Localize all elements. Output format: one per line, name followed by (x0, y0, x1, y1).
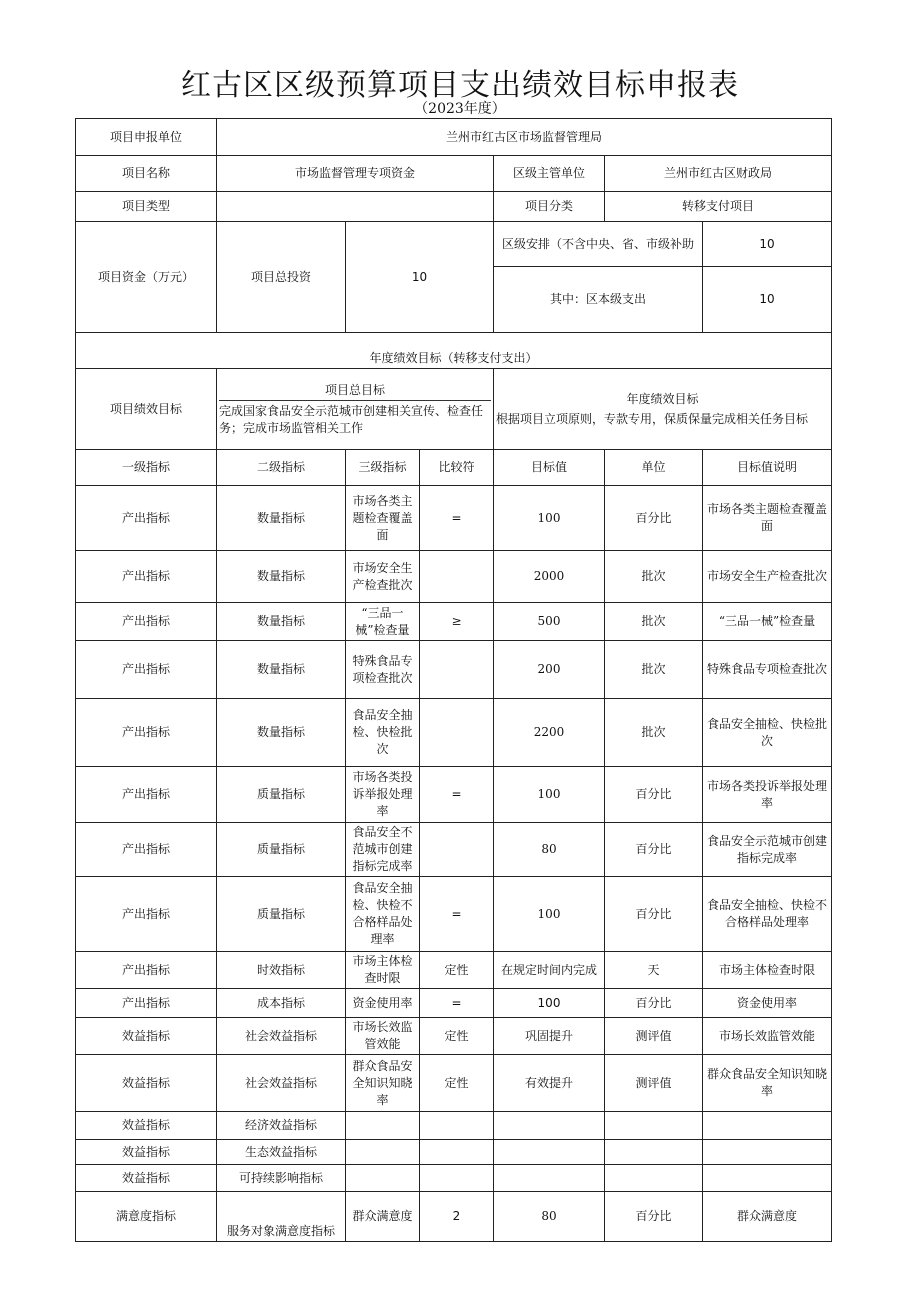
total-invest-value: 10 (346, 222, 494, 333)
level3-indicator: 特殊食品专项检查批次 (346, 641, 420, 699)
unit: 批次 (605, 641, 703, 699)
unit: 批次 (605, 551, 703, 603)
performance-table (75, 118, 832, 1242)
level2-indicator: 经济效益指标 (217, 1112, 346, 1140)
col-header: 二级指标 (217, 450, 346, 486)
level3-indicator: 市场各类主题检查覆盖面 (346, 486, 420, 551)
page-title: 红古区区级预算项目支出绩效目标申报表 (181, 68, 739, 103)
unit: 百分比 (605, 877, 703, 952)
table-row (76, 1055, 832, 1112)
level1-indicator: 效益指标 (76, 1140, 217, 1165)
total-invest-label: 项目总投资 (217, 222, 346, 333)
project-type-label: 项目类型 (76, 192, 217, 222)
level2-indicator: 数量指标 (217, 603, 346, 641)
comparator (420, 1140, 494, 1165)
comparator (420, 551, 494, 603)
level3-indicator: 市场主体检查时限 (346, 952, 420, 989)
column-header-row (76, 450, 832, 486)
value-description: 群众食品安全知识知晓率 (703, 1055, 832, 1112)
level2-indicator: 数量指标 (217, 486, 346, 551)
project-name-value: 市场监督管理专项资金 (217, 156, 494, 192)
year-goal-head: 年度绩效目标 (626, 391, 699, 406)
comparator (420, 699, 494, 767)
level2-indicator: 可持续影响指标 (217, 1165, 346, 1192)
year-goal-text: 根据项目立项原则，专款专用，保质保量完成相关任务目标 (496, 411, 809, 426)
comparator: = (420, 877, 494, 952)
target-value: 2000 (494, 551, 605, 603)
level2-indicator: 生态效益指标 (217, 1140, 346, 1165)
value-description: 市场长效监管效能 (703, 1018, 832, 1055)
level1-indicator: 产出指标 (76, 989, 217, 1018)
col-header: 目标值 (494, 450, 605, 486)
unit: 测评值 (605, 1055, 703, 1112)
unit (605, 1165, 703, 1192)
category-value: 转移支付项目 (605, 192, 832, 222)
level1-indicator: 效益指标 (76, 1112, 217, 1140)
level2-indicator: 数量指标 (217, 551, 346, 603)
table-row (76, 989, 832, 1018)
comparator: 2 (420, 1192, 494, 1242)
level2-indicator: 时效指标 (217, 952, 346, 989)
comparator: = (420, 989, 494, 1018)
level1-indicator: 产出指标 (76, 486, 217, 551)
unit: 百分比 (605, 989, 703, 1018)
level1-indicator: 效益指标 (76, 1018, 217, 1055)
unit: 天 (605, 952, 703, 989)
unit: 百分比 (605, 1192, 703, 1242)
table-row (76, 823, 832, 877)
table-row (76, 603, 832, 641)
level2-indicator: 数量指标 (217, 699, 346, 767)
target-value: 80 (494, 1192, 605, 1242)
local-expense-value: 10 (703, 267, 832, 333)
value-description: 群众满意度 (703, 1192, 832, 1242)
level3-indicator: “三品一械”检查量 (346, 603, 420, 641)
comparator (420, 641, 494, 699)
level2-indicator: 社会效益指标 (217, 1018, 346, 1055)
overall-goal-text: 完成国家食品安全示范城市创建相关宣传、检查任务；完成市场监管相关工作 (219, 403, 484, 435)
level3-indicator (346, 1140, 420, 1165)
target-value: 100 (494, 877, 605, 952)
target-value: 100 (494, 486, 605, 551)
level2-indicator: 服务对象满意度指标 (217, 1192, 346, 1242)
category-label: 项目分类 (494, 192, 605, 222)
level3-indicator: 食品安全抽检、快检不合格样品处理率 (346, 877, 420, 952)
comparator: = (420, 767, 494, 823)
project-type-value (217, 192, 494, 222)
target-value (494, 1112, 605, 1140)
unit: 批次 (605, 699, 703, 767)
target-value: 80 (494, 823, 605, 877)
level2-indicator: 质量指标 (217, 877, 346, 952)
dept-label: 区级主管单位 (494, 156, 605, 192)
level1-indicator: 产出指标 (76, 767, 217, 823)
value-description: 资金使用率 (703, 989, 832, 1018)
level3-indicator: 群众满意度 (346, 1192, 420, 1242)
value-description: 市场安全生产检查批次 (703, 551, 832, 603)
project-name-label: 项目名称 (76, 156, 217, 192)
table-row (76, 486, 832, 551)
value-description: 市场各类主题检查覆盖面 (703, 486, 832, 551)
target-value: 200 (494, 641, 605, 699)
target-value (494, 1165, 605, 1192)
level1-indicator: 效益指标 (76, 1165, 217, 1192)
table-row (76, 551, 832, 603)
level1-indicator: 产出指标 (76, 603, 217, 641)
level3-indicator (346, 1112, 420, 1140)
col-header: 目标值说明 (703, 450, 832, 486)
level1-indicator: 产出指标 (76, 551, 217, 603)
level3-indicator: 群众食品安全知识知晓率 (346, 1055, 420, 1112)
unit: 百分比 (605, 767, 703, 823)
level3-indicator: 食品安全不范城市创建指标完成率 (346, 823, 420, 877)
comparator (420, 1112, 494, 1140)
level3-indicator: 资金使用率 (346, 989, 420, 1018)
target-value: 在规定时间内完成 (494, 952, 605, 989)
col-header: 一级指标 (76, 450, 217, 486)
value-description: 食品安全抽检、快检不合格样品处理率 (703, 877, 832, 952)
local-expense-label: 其中：区本级支出 (494, 267, 703, 333)
value-description (703, 1140, 832, 1165)
value-description (703, 1165, 832, 1192)
target-value: 巩固提升 (494, 1018, 605, 1055)
col-header: 三级指标 (346, 450, 420, 486)
comparator: 定性 (420, 952, 494, 989)
level3-indicator: 市场各类投诉举报处理率 (346, 767, 420, 823)
level1-indicator: 产出指标 (76, 952, 217, 989)
level2-indicator: 数量指标 (217, 641, 346, 699)
table-row (76, 952, 832, 989)
dept-value: 兰州市红古区财政局 (605, 156, 832, 192)
annual-goal-section: 年度绩效目标（转移支付支出） (76, 333, 832, 369)
level2-indicator: 成本指标 (217, 989, 346, 1018)
target-value: 100 (494, 767, 605, 823)
level1-indicator: 效益指标 (76, 1055, 217, 1112)
table-row (76, 1112, 832, 1140)
value-description: 食品安全抽检、快检批次 (703, 699, 832, 767)
table-row (76, 767, 832, 823)
comparator (420, 823, 494, 877)
col-header: 比较符 (420, 450, 494, 486)
unit (605, 1112, 703, 1140)
comparator: = (420, 486, 494, 551)
level1-indicator: 产出指标 (76, 877, 217, 952)
level1-indicator: 满意度指标 (76, 1192, 217, 1242)
unit-label: 项目申报单位 (76, 119, 217, 156)
year-subtitle: （2023年度） (414, 101, 506, 117)
value-description (703, 1112, 832, 1140)
overall-goal-head: 项目总目标 (219, 382, 491, 401)
year-goal-cell (494, 369, 832, 450)
level2-indicator: 质量指标 (217, 767, 346, 823)
target-value: 2200 (494, 699, 605, 767)
unit (605, 1140, 703, 1165)
level1-indicator: 产出指标 (76, 699, 217, 767)
comparator (420, 1165, 494, 1192)
unit: 百分比 (605, 486, 703, 551)
level1-indicator: 产出指标 (76, 641, 217, 699)
overall-goal-cell (217, 369, 494, 450)
comparator: 定性 (420, 1055, 494, 1112)
table-row (76, 1192, 832, 1242)
unit: 百分比 (605, 823, 703, 877)
district-arrange-label: 区级安排（不含中央、省、市级补助 (494, 222, 703, 267)
value-description: 市场主体检查时限 (703, 952, 832, 989)
value-description: “三品一械”检查量 (703, 603, 832, 641)
table-row (76, 641, 832, 699)
target-value: 100 (494, 989, 605, 1018)
perf-goal-label: 项目绩效目标 (76, 369, 217, 450)
unit: 测评值 (605, 1018, 703, 1055)
unit-value: 兰州市红古区市场监督管理局 (217, 119, 832, 156)
value-description: 特殊食品专项检查批次 (703, 641, 832, 699)
level3-indicator: 食品安全抽检、快检批次 (346, 699, 420, 767)
level2-indicator: 质量指标 (217, 823, 346, 877)
unit: 批次 (605, 603, 703, 641)
table-row (76, 877, 832, 952)
level3-indicator (346, 1165, 420, 1192)
comparator: 定性 (420, 1018, 494, 1055)
value-description: 食品安全示范城市创建指标完成率 (703, 823, 832, 877)
district-arrange-value: 10 (703, 222, 832, 267)
value-description: 市场各类投诉举报处理率 (703, 767, 832, 823)
table-row (76, 699, 832, 767)
target-value: 500 (494, 603, 605, 641)
fund-label: 项目资金（万元） (76, 222, 217, 333)
comparator: ≥ (420, 603, 494, 641)
level1-indicator: 产出指标 (76, 823, 217, 877)
target-value (494, 1140, 605, 1165)
table-row (76, 1165, 832, 1192)
level2-indicator: 社会效益指标 (217, 1055, 346, 1112)
target-value: 有效提升 (494, 1055, 605, 1112)
level3-indicator: 市场长效监管效能 (346, 1018, 420, 1055)
table-row (76, 1140, 832, 1165)
level3-indicator: 市场安全生产检查批次 (346, 551, 420, 603)
col-header: 单位 (605, 450, 703, 486)
table-row (76, 1018, 832, 1055)
